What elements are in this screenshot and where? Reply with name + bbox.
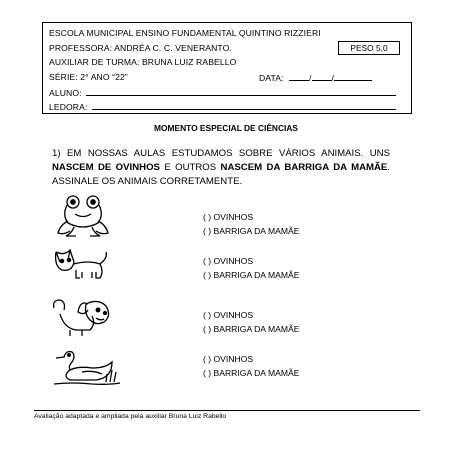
date-field[interactable]: DATA: / / bbox=[259, 72, 372, 83]
aluno-field[interactable] bbox=[49, 87, 396, 98]
teacher-name: PROFESSORA: ANDRÉA C. C. VENERANTO. bbox=[49, 43, 232, 53]
section-title: MOMENTO ESPECIAL DE CIÊNCIAS bbox=[154, 123, 298, 133]
header-box bbox=[42, 22, 412, 114]
ledora-field[interactable] bbox=[49, 101, 396, 112]
frog-option-barriga[interactable]: ( ) BARRIGA DA MAMÃE bbox=[203, 226, 300, 236]
dog-option-barriga[interactable]: ( ) BARRIGA DA MAMÃE bbox=[203, 324, 300, 334]
frog-option-ovinhos[interactable]: ( ) OVINHOS bbox=[203, 212, 254, 222]
date-label: DATA: bbox=[259, 73, 284, 83]
school-name: ESCOLA MUNICIPAL ENSINO FUNDAMENTAL QUINTINO RIZZIERI bbox=[49, 28, 321, 38]
cat-option-barriga[interactable]: ( ) BARRIGA DA MAMÃE bbox=[203, 270, 300, 280]
frog-icon bbox=[54, 193, 112, 239]
aluno-label: ALUNO: bbox=[49, 88, 82, 98]
serie-label: SÉRIE: 2° ANO “22” bbox=[49, 72, 128, 82]
question-text: 1) EM NOSSAS AULAS ESTUDAMOS SOBRE VÁRIOS ANIMAIS. UNS NASCEM DE OVINHOS E OUTROS NASCEM DA BARRIGA DA MAMÃE. ASSINALE OS ANIMAIS CORRETAMENTE. bbox=[52, 148, 391, 187]
duck-icon bbox=[52, 348, 122, 390]
dog-option-ovinhos[interactable]: ( ) OVINHOS bbox=[203, 310, 254, 320]
duck-option-barriga[interactable]: ( ) BARRIGA DA MAMÃE bbox=[203, 368, 300, 378]
peso-badge: PESO 5,0 bbox=[338, 41, 400, 55]
cat-option-ovinhos[interactable]: ( ) OVINHOS bbox=[203, 256, 254, 266]
ledora-label: LEDORA: bbox=[49, 102, 88, 112]
duck-option-ovinhos[interactable]: ( ) OVINHOS bbox=[203, 354, 254, 364]
dog-icon bbox=[50, 294, 114, 338]
footer-credit: Avaliação adaptada e ampliada pela auxiliar Bruna Luiz Rabello bbox=[34, 413, 227, 420]
footer-divider bbox=[34, 410, 420, 411]
cat-icon bbox=[52, 246, 112, 284]
assistant-name: AUXILIAR DE TURMA: BRUNA LUIZ RABELLO bbox=[49, 57, 237, 67]
